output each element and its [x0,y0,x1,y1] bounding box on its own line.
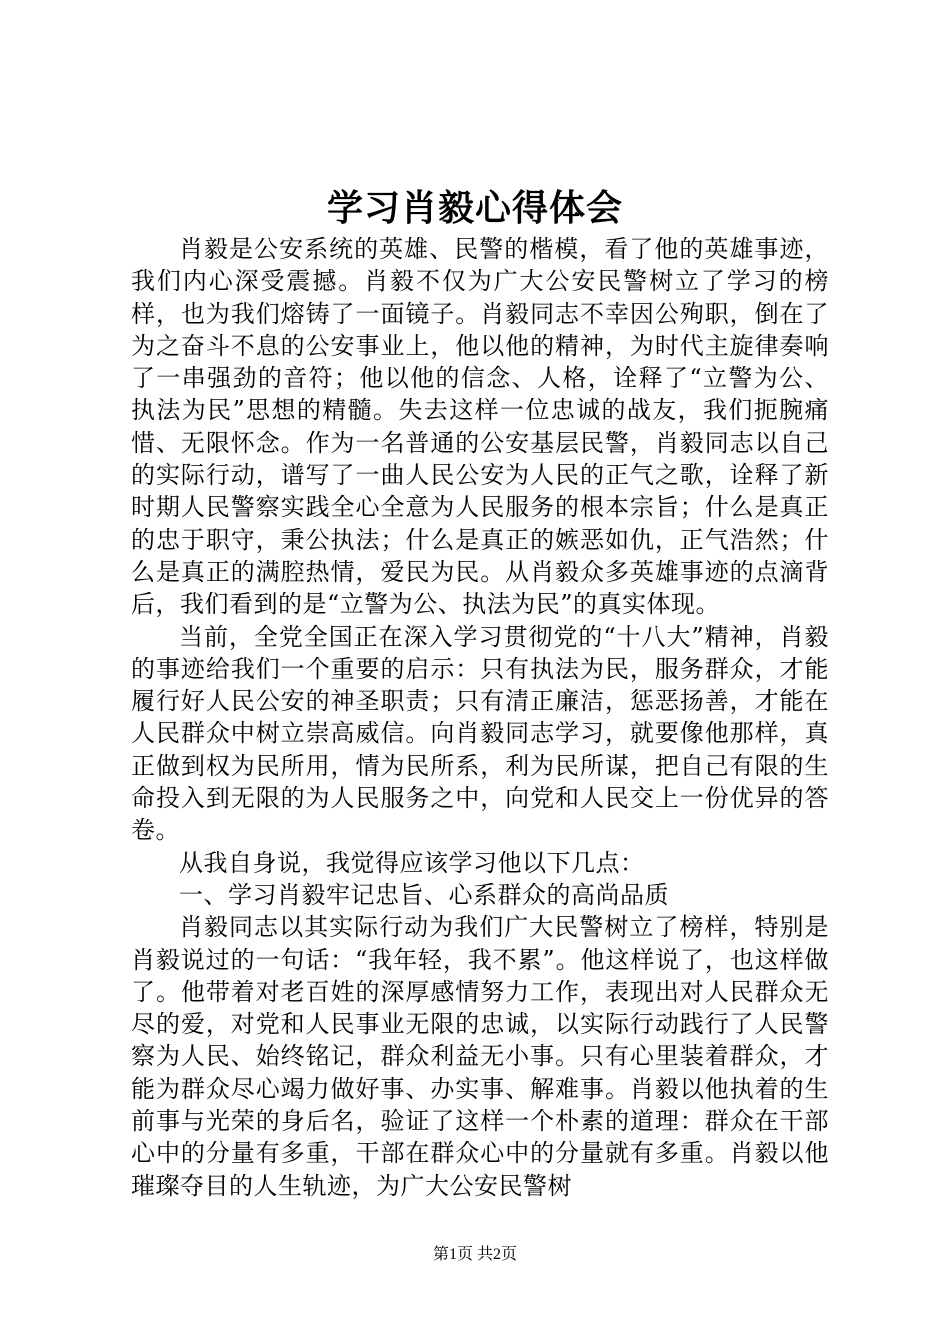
document-body [131,233,829,1202]
paragraph: 当前，全党全国正在深入学习贯彻党的“十八大”精神，肖毅的事迹给我们一个重要的启示：只有执法为民，服务群众，才能履行好人民公安的神圣职责；只有清正廉洁，惩恶扬善，才能在人民群众中树立崇高威信。向肖毅同志学习，就要像他那样，真正做到权为民所用，情为民所系，利为民所谋，把自己有限的生命投入到无限的为人民服务之中，向党和人民交上一份优异的答卷。 [131,622,829,845]
paragraph: 肖毅同志以其实际行动为我们广大民警树立了榜样，特别是肖毅说过的一句话：“我年轻，我不累”。他这样说了，也这样做了。他带着对老百姓的深厚感情努力工作，表现出对人民群众无尽的爱，对党和人民事业无限的忠诚，以实际行动践行了人民警察为人民、始终铭记，群众利益无小事。只有心里装着群众，才能为群众尽心竭力做好事、办实事、解难事。肖毅以他执着的生前事与光荣的身后名，验证了这样一个朴素的道理：群众在干部心中的分量有多重，干部在群众心中的分量就有多重。肖毅以他璀璨夺目的人生轨迹，为广大公安民警树 [131,913,829,1200]
paragraph: 从我自身说，我觉得应该学习他以下几点： [179,848,645,877]
document-title: 学习肖毅心得体会 [326,187,623,229]
paragraph: 肖毅是公安系统的英雄、民警的楷模，看了他的英雄事迹，我们内心深受震撼。肖毅不仅为广大公安民警树立了学习的榜样，也为我们熔铸了一面镜子。肖毅同志不幸因公殉职，倒在了为之奋斗不息的公安事业上，他以他的精神，为时代主旋律奏响了一串强劲的音符；他以他的信念、人格，诠释了“立警为公、执法为民”思想的精髓。失去这样一位忠诚的战友，我们扼腕痛惜、无限怀念。作为一名普通的公安基层民警，肖毅同志以自己的实际行动，谱写了一曲人民公安为人民的正气之歌，诠释了新时期人民警察实践全心全意为人民服务的根本宗旨；什么是真正的忠于职守，秉公执法；什么是真正的嫉恶如仇，正气浩然；什么是真正的满腔热情，爱民为民。从肖毅众多英雄事迹的点滴背后，我们看到的是“立警为公、执法为民”的真实体现。 [131,235,829,619]
section-heading: 一、学习肖毅牢记忠旨、心系群众的高尚品质 [179,880,669,909]
page-number-footer: 第1页 共2页 [432,1246,517,1263]
